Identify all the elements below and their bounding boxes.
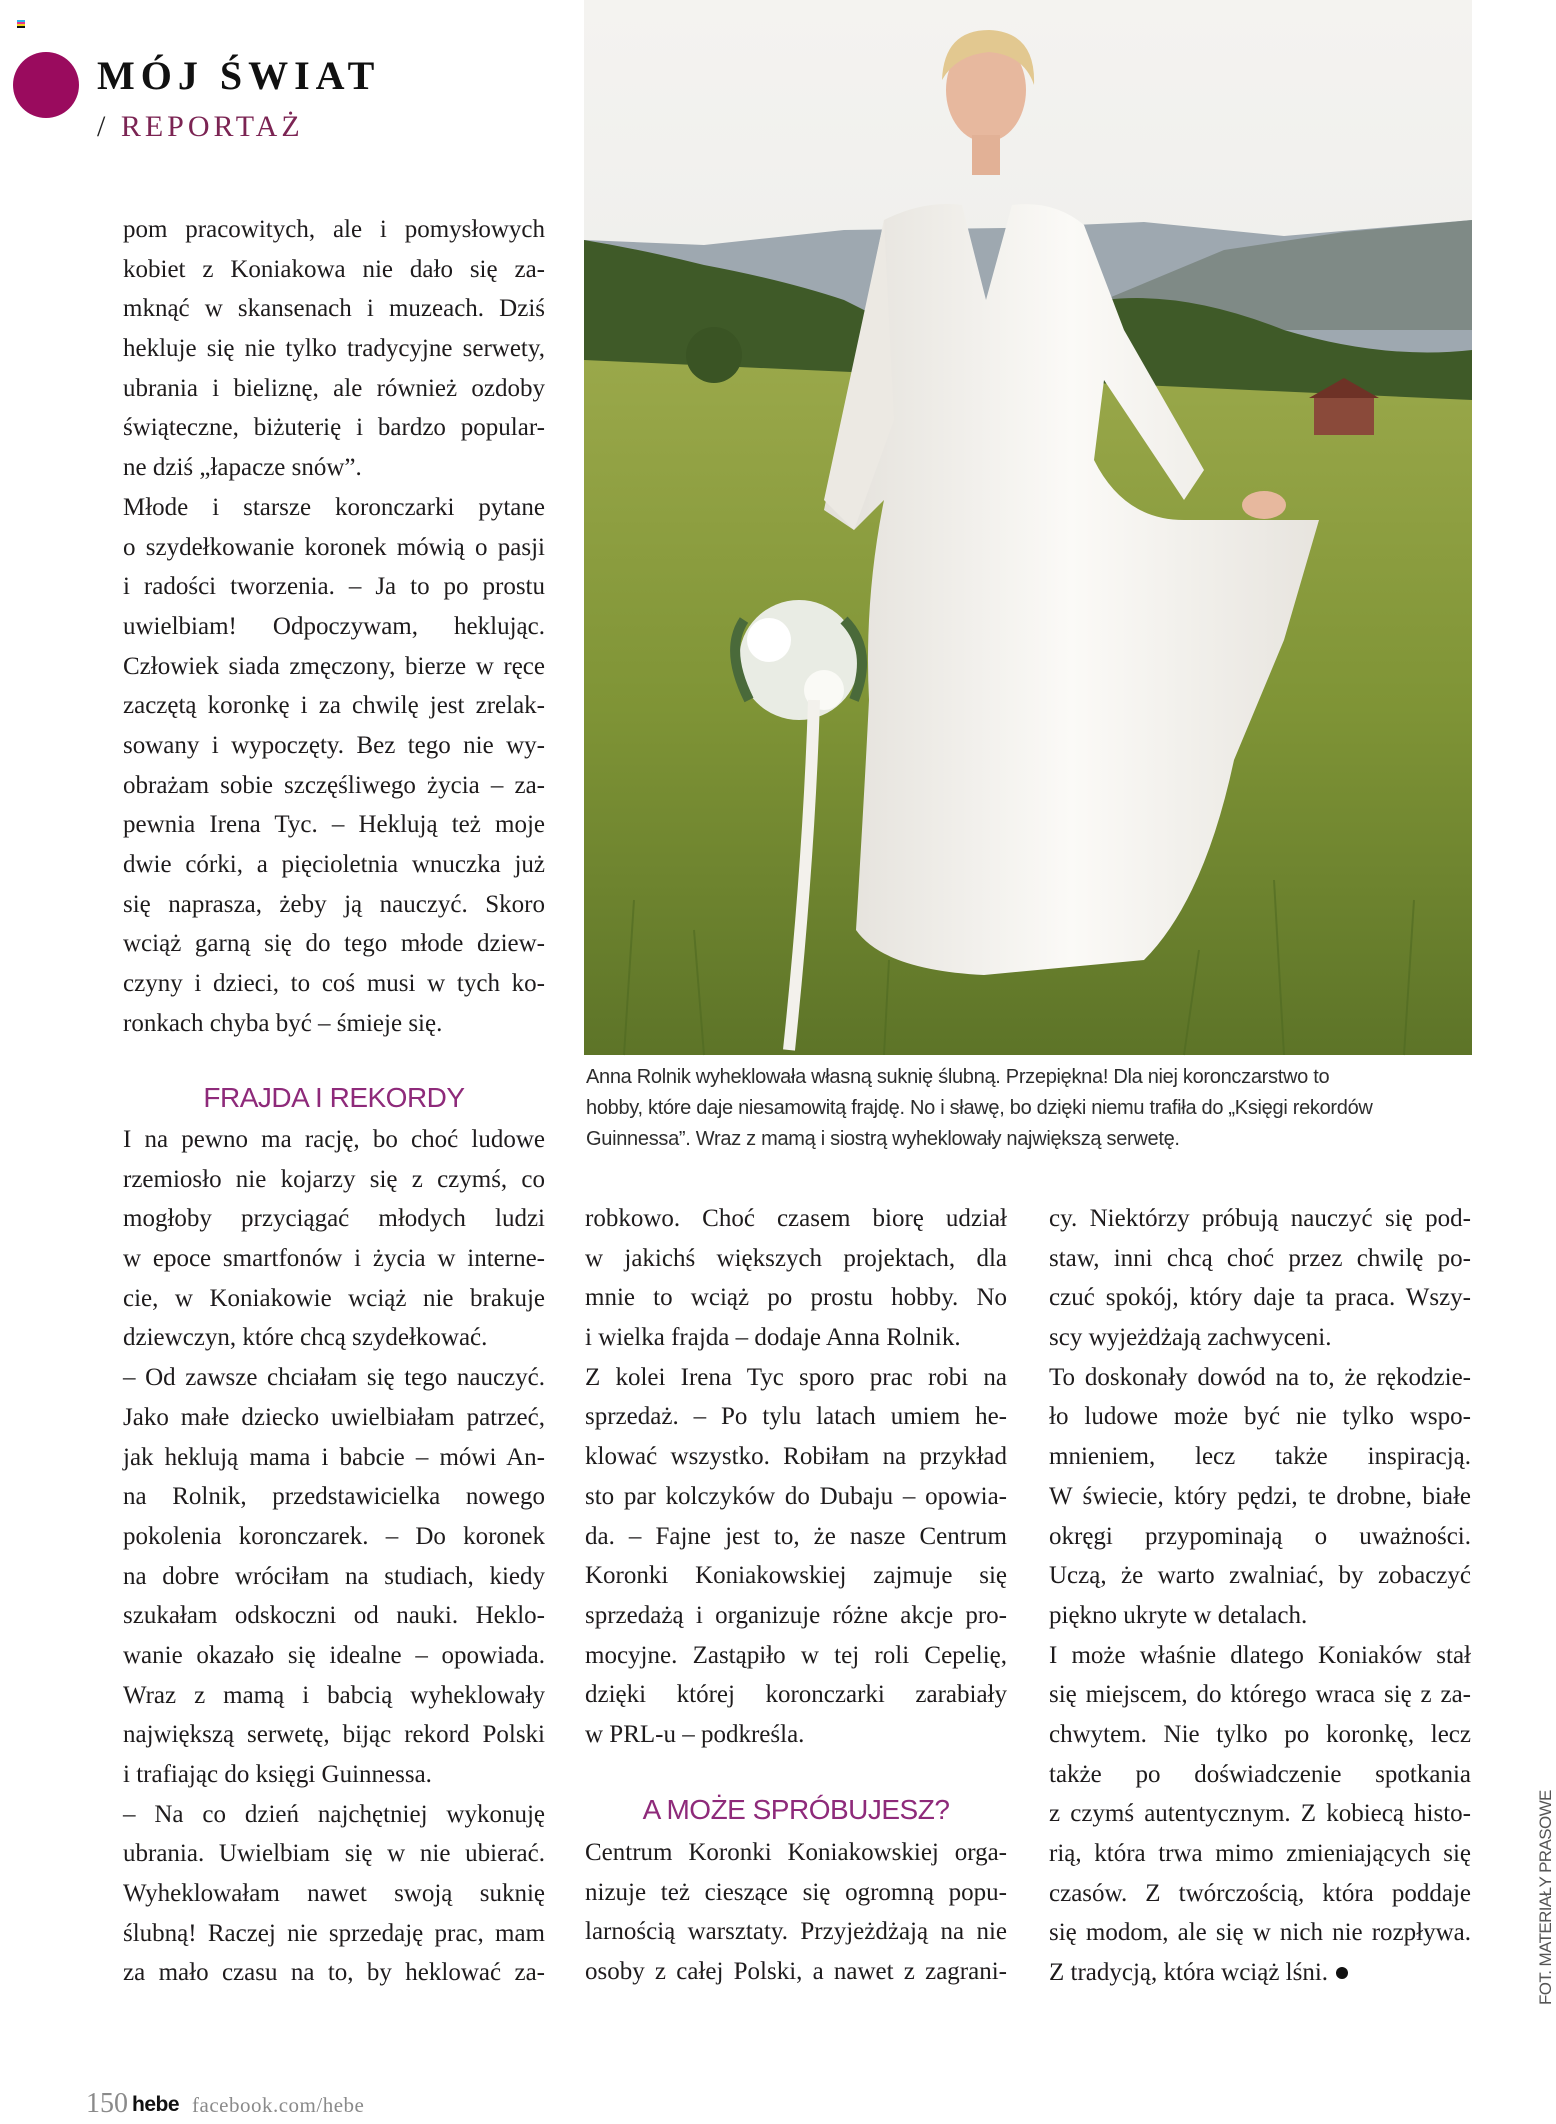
text-line: sto par kolczyków do Dubaju – opowia-: [585, 1482, 1007, 1510]
text-line: mocyjne. Zastąpiło w tej roli Cepelię,: [585, 1641, 1007, 1669]
text-line: da. – Fajne jest to, że nasze Centrum: [585, 1522, 1007, 1550]
text-line: cy. Niektórzy próbują nauczyć się pod-: [1049, 1205, 1471, 1232]
text-line: [1049, 1596, 1471, 1636]
text-line: Młode i starsze koronczarki pytane: [123, 493, 545, 521]
text-line: cie, w Koniakowie wciąż nie brakuje: [123, 1284, 545, 1312]
text-line: w jakichś większych projektach, dla: [585, 1244, 1007, 1272]
text-line: sowany i wypoczęty. Bez tego nie wy-: [123, 731, 545, 759]
subsection-slash: /: [97, 110, 110, 143]
text-line: [585, 1318, 1007, 1358]
text-line-content: Z tradycją, która wciąż lśni.: [1049, 1959, 1329, 1987]
article-column-middle-bottom: [585, 1833, 1007, 1992]
text-line: z czymś autentycznym. Z kobiecą histo-: [1049, 1800, 1471, 1828]
section-title: MÓJ ŚWIAT: [97, 53, 381, 98]
text-line: świąteczne, biżuterię i bardzo popular-: [123, 414, 545, 442]
text-line: Z kolei Irena Tyc sporo prac robi na: [585, 1363, 1007, 1391]
text-line: także po doświadczenie spotkania: [1049, 1760, 1471, 1788]
caption-line: hobby, które daje niesamowitą frajdę. No i sławę, bo dzięki niemu trafiła do „Księgi rekordów: [586, 1097, 1373, 1119]
text-line: o szydełkowanie koronek mówią o pasji: [123, 533, 545, 561]
text-line: zaczętą koronkę i za chwilę jest zrelak-: [123, 692, 545, 720]
text-line: rią, która trwa mimo zmieniających się: [1049, 1840, 1471, 1867]
text-line: dwie córki, a pięcioletnia wnuczka już: [123, 851, 545, 878]
text-line: mknąć w skansenach i muzeach. Dziś: [123, 295, 545, 323]
page-number: 150: [86, 2088, 128, 2119]
text-line: Wyheklowałam nawet swoją suknię: [123, 1880, 545, 1908]
section-dot-icon: [13, 52, 79, 118]
subsection-title: [97, 110, 304, 144]
text-line: [1049, 1953, 1471, 1993]
text-line: [123, 1004, 545, 1044]
text-line: za mało czasu na to, by heklować za-: [123, 1959, 545, 1987]
text-line: czasów. Z twórczością, która poddaje: [1049, 1879, 1471, 1907]
text-line-content: w PRL-u – podkreśla.: [585, 1720, 805, 1748]
text-line: [123, 448, 545, 488]
text-line: szukałam odskoczni od nauki. Heklo-: [123, 1602, 545, 1630]
text-line: jak heklują mama i babcie – mówi An-: [123, 1443, 545, 1471]
text-line: [1049, 1318, 1471, 1358]
text-line: na Rolnik, przedstawicielka nowego: [123, 1483, 545, 1511]
text-line: okręgi przypominają o uważności.: [1049, 1522, 1471, 1550]
text-line-content: i trafiając do księgi Guinnessa.: [123, 1761, 432, 1788]
text-line: Centrum Koronki Koniakowskiej orga-: [585, 1839, 1007, 1866]
article-column-left-bottom: [123, 1120, 545, 1993]
text-line-content: i wielka frajda – dodaje Anna Rolnik.: [585, 1324, 961, 1352]
article-end-mark-icon: [1336, 1967, 1348, 1979]
text-line: chwytem. Nie tylko po koronkę, lecz: [1049, 1720, 1471, 1748]
text-line: ubrania i bieliznę, ale również ozdoby: [123, 374, 545, 402]
text-line: [123, 1318, 545, 1358]
text-line: Człowiek siada zmęczony, bierze w ręce: [123, 652, 545, 680]
facebook-link[interactable]: facebook.com/hebe: [192, 2093, 365, 2117]
text-line: Jako małe dziecko uwielbiałam patrzeć,: [123, 1403, 545, 1431]
text-line-content: ne dziś „łapacze snów”.: [123, 454, 362, 482]
text-line: na dobre wróciłam na studiach, kiedy: [123, 1562, 545, 1590]
text-line: największą serwetę, bijąc rekord Polski: [123, 1721, 545, 1749]
text-line: Koronki Koniakowskiej zajmuje się: [585, 1562, 1007, 1590]
text-line: rzemiosło nie kojarzy się z czymś, co: [123, 1165, 545, 1193]
text-line: larnością warsztaty. Przyjeżdżają na nie: [585, 1918, 1007, 1946]
caption-line: Anna Rolnik wyheklowała własną suknię ślubną. Przepiękna! Dla niej koronczarstwo to: [586, 1066, 1330, 1088]
section-heading-frajda: FRAJDA I REKORDY: [203, 1082, 465, 1113]
text-line: [585, 1715, 1007, 1755]
text-line: w epoce smartfonów i życia w interne-: [123, 1245, 545, 1273]
print-registration-mark: [17, 20, 25, 28]
text-line: klować wszystko. Robiłam na przykład: [585, 1443, 1007, 1471]
text-line: mnieniem, lecz także inspiracją.: [1049, 1443, 1471, 1471]
text-line: sprzedaż. – Po tylu latach umiem he-: [585, 1403, 1007, 1431]
text-line: – Na co dzień najchętniej wykonuję: [123, 1800, 545, 1828]
text-line: pewnia Irena Tyc. – Heklują też moje: [123, 811, 545, 839]
text-line: W świecie, który pędzi, te drobne, białe: [1049, 1482, 1471, 1510]
subsection-label: REPORTAŻ: [120, 110, 304, 143]
text-line-content: scy wyjeżdżają zachwyceni.: [1049, 1324, 1332, 1352]
text-line: wanie okazało się idealne – opowiada.: [123, 1641, 545, 1669]
text-line: – Od zawsze chciałam się tego nauczyć.: [123, 1364, 545, 1392]
magazine-brand: hebe: [132, 2093, 180, 2116]
bride-photo-illustration: [584, 0, 1472, 1055]
text-line: I na pewno ma rację, bo choć ludowe: [123, 1126, 545, 1153]
text-line-content: ronkach chyba być – śmieje się.: [123, 1009, 443, 1037]
text-line: ślubną! Raczej nie sprzedaję prac, mam: [123, 1919, 545, 1947]
text-line: sprzedażą i organizuje różne akcje pro-: [585, 1601, 1007, 1629]
text-line: nizuje też cieszące się ogromną popu-: [585, 1878, 1007, 1906]
text-line: wciąż garną się do tego młode dziew-: [123, 930, 545, 958]
caption-line: Guinnessa”. Wraz z mamą i siostrą wyheklowały największą serwetę.: [586, 1128, 1180, 1150]
text-line: [123, 1755, 545, 1795]
photo-caption: [586, 1062, 1486, 1155]
text-line: staw, inni chcą choć przez chwilę po-: [1049, 1244, 1471, 1272]
text-line: kobiet z Koniakowa nie dało się za-: [123, 255, 545, 283]
article-column-left-top: [123, 210, 545, 1043]
text-line: pokolenia koronczarek. – Do koronek: [123, 1522, 545, 1550]
text-line: ło ludowe może być nie tylko wspo-: [1049, 1403, 1471, 1431]
text-line-content: piękno ukryte w detalach.: [1049, 1601, 1308, 1629]
text-line: To doskonały dowód na to, że rękodzie-: [1049, 1363, 1471, 1391]
text-line: I może właśnie dlatego Koniaków stał: [1049, 1641, 1471, 1669]
text-line: Uczą, że warto zwalniać, by zobaczyć: [1049, 1562, 1471, 1590]
text-line: i radości tworzenia. – Ja to po prostu: [123, 573, 545, 601]
text-line: się naprasza, żeby ją nauczyć. Skoro: [123, 890, 545, 918]
article-column-right: [1049, 1199, 1471, 1993]
photo-credit: FOT. MATERIAŁY PRASOWE: [1536, 1790, 1555, 2005]
text-line: się modom, ale się w nich nie rozpływa.: [1049, 1919, 1471, 1947]
text-line: czuć spokój, który daje ta praca. Wszy-: [1049, 1284, 1471, 1312]
text-line: osoby z całej Polski, a nawet z zagrani-: [585, 1958, 1007, 1986]
text-line-content: dziewczyn, które chcą szydełkować.: [123, 1324, 488, 1352]
text-line: pom pracowitych, ale i pomysłowych: [123, 216, 545, 243]
text-line: mogłoby przyciągać młodych ludzi: [123, 1205, 545, 1233]
text-line: obrażam sobie szczęśliwego życia – za-: [123, 771, 545, 799]
article-column-middle-top: [585, 1199, 1007, 1755]
text-line: hekluje się nie tylko tradycyjne serwety,: [123, 335, 545, 363]
text-line: robkowo. Choć czasem biorę udział: [585, 1205, 1007, 1232]
section-heading-sprobujesz: A MOŻE SPRÓBUJESZ?: [642, 1794, 950, 1825]
text-line: ubrania. Uwielbiam się w nie ubierać.: [123, 1840, 545, 1868]
text-line: dzięki której koronczarki zarabiały: [585, 1681, 1007, 1709]
text-line: czyny i dzieci, to coś musi w tych ko-: [123, 970, 545, 998]
text-line: Wraz z mamą i babcią wyheklowały: [123, 1681, 545, 1709]
article-photo: [584, 0, 1472, 1055]
text-line: mnie to wciąż po prostu hobby. No: [585, 1284, 1007, 1312]
text-line: się miejscem, do którego wraca się z za-: [1049, 1681, 1471, 1709]
text-line: uwielbiam! Odpoczywam, heklując.: [123, 612, 545, 640]
